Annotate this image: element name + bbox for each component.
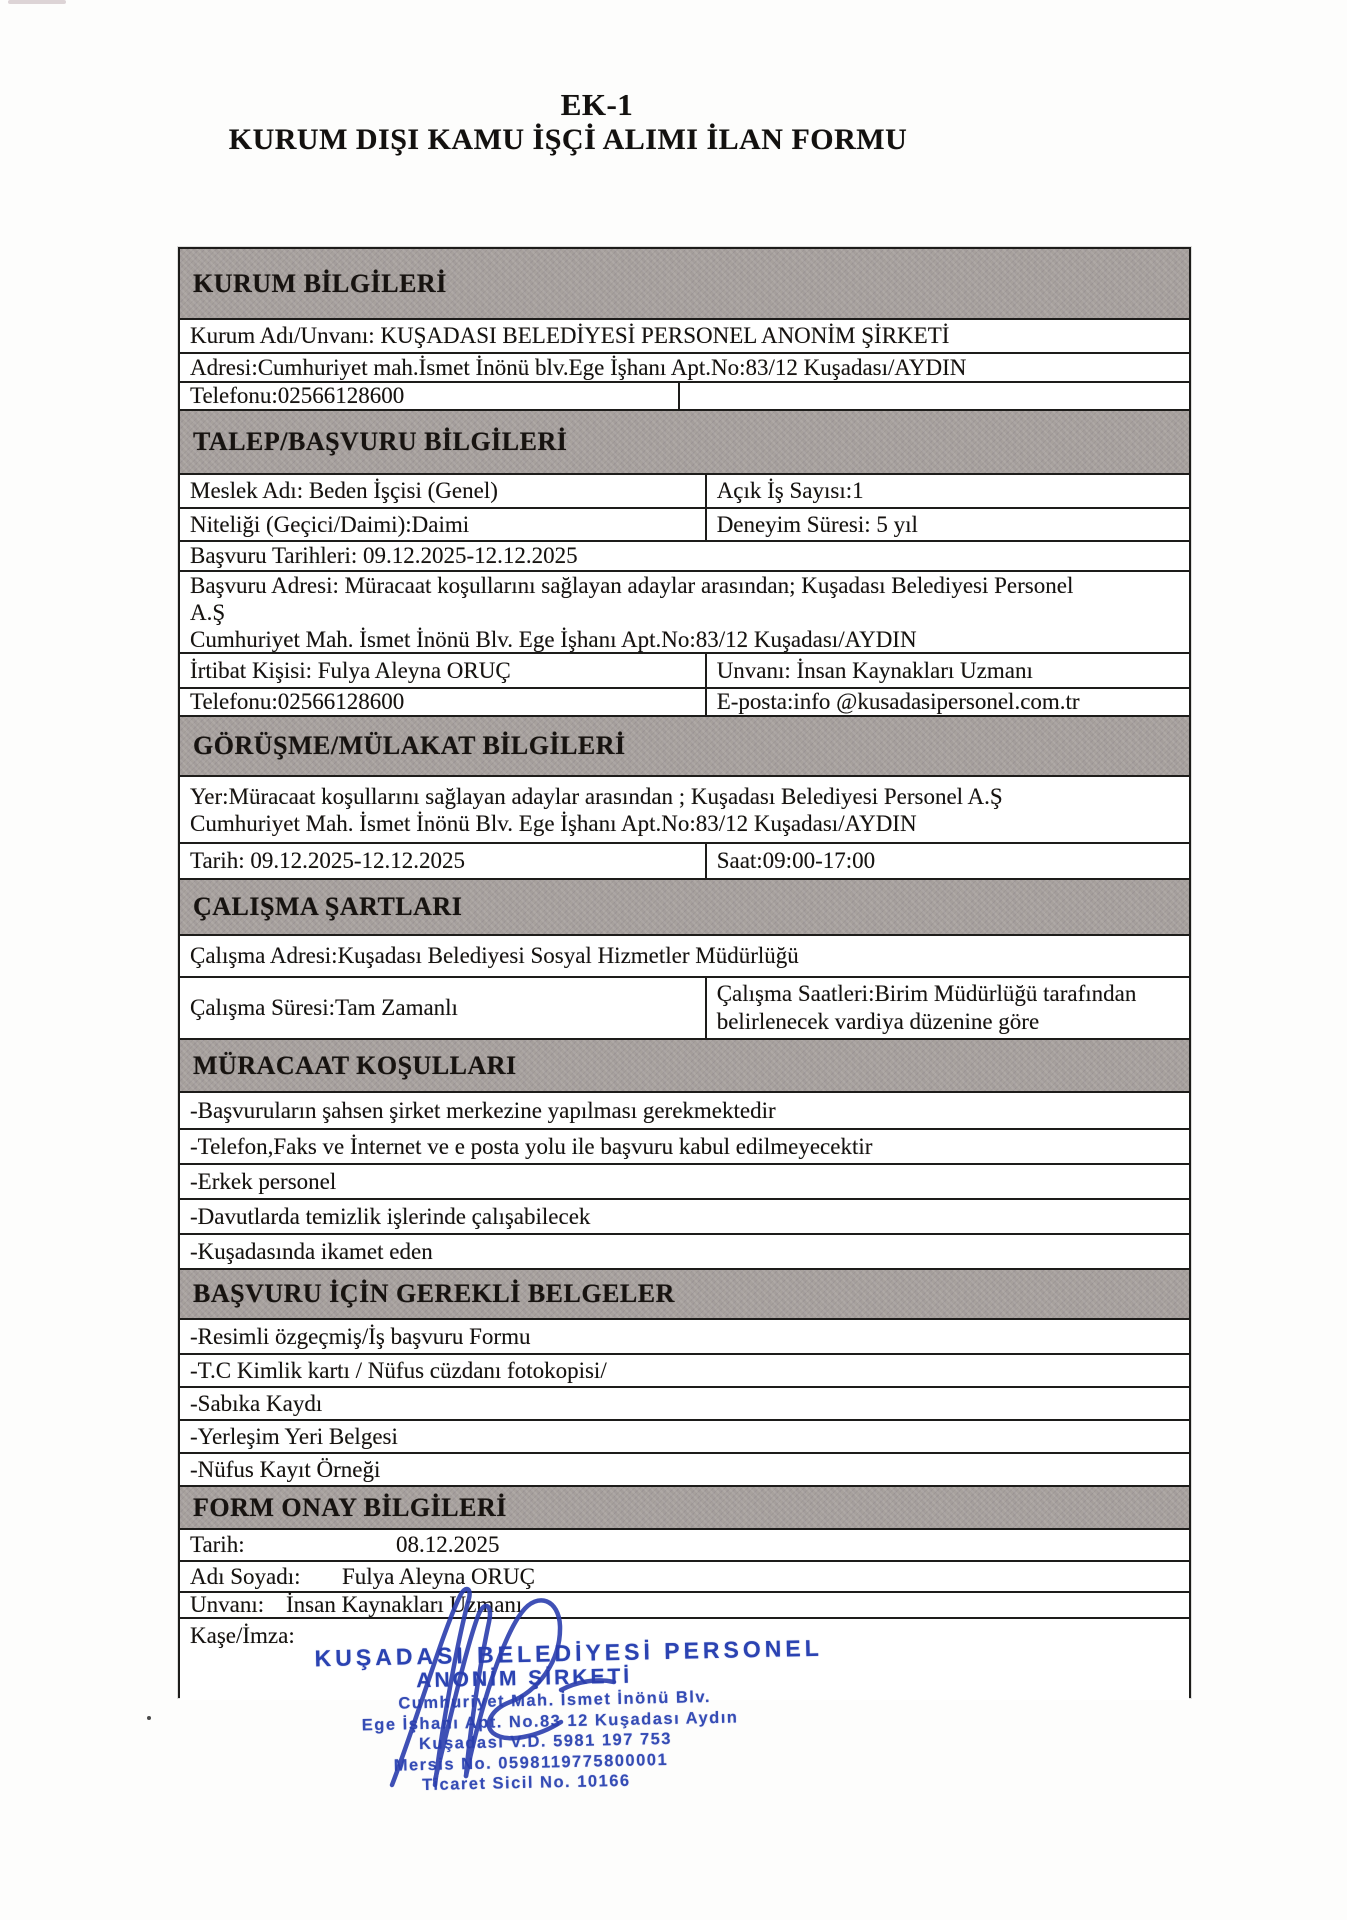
table-row: [180, 777, 1189, 842]
basvuru-adresi-line2: A.Ş: [190, 599, 226, 625]
section-header-muracaat-kosullari: MÜRACAAT KOŞULLARI: [180, 1038, 1189, 1093]
form-title-block: [168, 88, 968, 158]
table-row: [180, 381, 1189, 409]
table-row: [180, 976, 1189, 1038]
irtibat-telefon-value: Telefonu:02566128600: [180, 689, 707, 715]
kurum-unvan-value: Kurum Adı/Unvanı: KUŞADASI BELEDİYESİ PERSONEL ANONİM ŞİRKETİ: [190, 323, 950, 348]
signature-scribble: [362, 1578, 622, 1793]
table-row: [180, 352, 1189, 381]
stamp-address-line1: Cumhuriyet Mah. İsmet İnönü Blv.: [398, 1688, 712, 1713]
table-row: [180, 540, 1189, 570]
muracaat-kosulu: -Telefon,Faks ve İnternet ve e posta yolu ile başvuru kabul edilmeyecektir: [190, 1133, 873, 1159]
scan-dot-artifact: [147, 1716, 151, 1720]
list-item: [180, 1163, 1189, 1198]
kase-imza-label: Kaşe/İmza:: [190, 1623, 295, 1648]
list-item: [180, 1198, 1189, 1233]
page-title: KURUM DIŞI KAMU İŞÇİ ALIMI İLAN FORMU: [228, 123, 908, 156]
muracaat-kosulu: -Erkek personel: [190, 1168, 337, 1194]
list-item: [180, 1093, 1189, 1128]
basvuru-adresi-line1: Başvuru Adresi: Müracaat koşullarını sağlayan adaylar arasından; Kuşadası Belediyesi Personel: [190, 572, 1074, 598]
kurum-adres-value: Adresi:Cumhuriyet mah.İsmet İnönü blv.Ege İşhanı Apt.No:83/12 Kuşadası/AYDIN: [190, 354, 967, 380]
form-code: EK-1: [560, 87, 634, 122]
stamp-tax-line: Kuşadası V.D. 5981 197 753: [418, 1729, 673, 1754]
meslek-adi-value: Meslek Adı: Beden İşçisi (Genel): [180, 475, 707, 507]
empty-cell: [680, 383, 1189, 409]
stamp-company-line2: ANONİM ŞİRKETİ: [416, 1664, 633, 1693]
table-row: [180, 475, 1189, 507]
gerekli-belge: -Resimli özgeçmiş/İş başvuru Formu: [190, 1323, 531, 1349]
onay-unvan-label: Unvanı:: [190, 1592, 265, 1617]
list-item: [180, 1353, 1189, 1386]
gorusme-saat-value: Saat:09:00-17:00: [716, 848, 876, 873]
onay-unvan-value: İnsan Kaynakları Uzmanı: [286, 1592, 523, 1617]
table-row: [180, 652, 1189, 687]
stamp-sicil-line: Ticaret Sicil No. 10166: [421, 1771, 631, 1795]
acik-is-sayisi-value: Açık İş Sayısı:1: [716, 478, 864, 503]
table-row: [180, 1591, 1189, 1617]
section-header-kurum-bilgileri: KURUM BİLGİLERİ: [180, 249, 1189, 320]
onay-ad-value: Fulya Aleyna ORUÇ: [342, 1563, 535, 1589]
gerekli-belge: -Yerleşim Yeri Belgesi: [190, 1423, 398, 1449]
stamp-mersis-line: Mersis No. 0598119775800001: [393, 1750, 669, 1775]
onay-ad-label: Adı Soyadı:: [190, 1563, 301, 1589]
onay-ad-row: [180, 1563, 1189, 1591]
onay-tarih-value: 08.12.2025: [396, 1532, 500, 1557]
table-row: [180, 842, 1189, 878]
table-row: [180, 1530, 1189, 1560]
stamp-address-line2: Ege İşhanı Apt. No.83 12 Kuşadası Aydın: [361, 1707, 739, 1734]
stamp-company-line1: KUŞADASI BELEDİYESİ PERSONEL: [314, 1634, 823, 1672]
muracaat-kosulu: -Kuşadasında ikamet eden: [190, 1238, 433, 1264]
gerekli-belge: -Sabıka Kaydı: [190, 1390, 323, 1416]
table-row: [180, 936, 1189, 976]
onay-unvan-row: [180, 1591, 1189, 1619]
list-item: [180, 1233, 1189, 1268]
nitelik-value: Niteliği (Geçici/Daimi):Daimi: [180, 509, 707, 540]
table-row: [180, 570, 1189, 652]
section-header-talep-basvuru: TALEP/BAŞVURU BİLGİLERİ: [180, 409, 1189, 475]
section-header-gorusme-mulakat: GÖRÜŞME/MÜLAKAT BİLGİLERİ: [180, 715, 1189, 777]
gerekli-belge: -T.C Kimlik kartı / Nüfus cüzdanı fotokopisi/: [190, 1357, 607, 1383]
kurum-telefon-value: Telefonu:02566128600: [180, 383, 680, 409]
gorusme-yer-value: [180, 780, 1013, 840]
onay-tarih-row: [180, 1531, 1189, 1559]
table-row: [180, 687, 1189, 715]
irtibat-kisisi-value: İrtibat Kişisi: Fulya Aleyna ORUÇ: [180, 654, 707, 687]
gerekli-belge: -Nüfus Kayıt Örneği: [190, 1456, 381, 1482]
basvuru-tarihleri-value: Başvuru Tarihleri: 09.12.2025-12.12.2025: [190, 543, 578, 568]
onay-tarih-label: Tarih:: [190, 1532, 245, 1557]
list-item: [180, 1419, 1189, 1452]
muracaat-kosulu: -Davutlarda temizlik işlerinde çalışabilecek: [190, 1203, 591, 1229]
calisma-saatleri-value: Çalışma Saatleri:Birim Müdürlüğü tarafından belirlenecek vardiya düzenine göre: [716, 981, 1137, 1034]
scan-smudge-artifact: [8, 0, 66, 4]
muracaat-kosulu: -Başvuruların şahsen şirket merkezine yapılması gerekmektedir: [190, 1097, 776, 1123]
list-item: [180, 1452, 1189, 1485]
calisma-suresi-value: Çalışma Süresi:Tam Zamanlı: [180, 978, 707, 1038]
gorusme-tarih-value: Tarih: 09.12.2025-12.12.2025: [180, 844, 707, 878]
list-item: [180, 1320, 1189, 1353]
basvuru-adresi-line3: Cumhuriyet Mah. İsmet İnönü Blv. Ege İşhanı Apt.No:83/12 Kuşadası/AYDIN: [190, 626, 917, 652]
table-row: [180, 320, 1189, 352]
list-item: [180, 1128, 1189, 1163]
section-header-form-onay: FORM ONAY BİLGİLERİ: [180, 1485, 1189, 1530]
eposta-value: E-posta:info @kusadasipersonel.com.tr: [716, 689, 1080, 714]
table-row: [180, 507, 1189, 540]
irtibat-unvan-value: Unvanı: İnsan Kaynakları Uzmanı: [716, 657, 1033, 683]
table-row: [180, 1560, 1189, 1591]
list-item: [180, 1386, 1189, 1419]
document-table: [178, 247, 1191, 1698]
deneyim-suresi-value: Deneyim Süresi: 5 yıl: [716, 511, 918, 537]
gorusme-yer-line2: Cumhuriyet Mah. İsmet İnönü Blv. Ege İşhanı Apt.No:83/12 Kuşadası/AYDIN: [190, 810, 917, 836]
section-header-gerekli-belgeler: BAŞVURU İÇİN GEREKLİ BELGELER: [180, 1268, 1189, 1320]
calisma-adresi-value: Çalışma Adresi:Kuşadası Belediyesi Sosyal Hizmetler Müdürlüğü: [190, 943, 799, 968]
section-header-calisma-sartlari: ÇALIŞMA ŞARTLARI: [180, 878, 1189, 936]
gorusme-yer-line1: Yer:Müracaat koşullarını sağlayan adaylar arasından ; Kuşadası Belediyesi Personel A.Ş: [190, 783, 1003, 809]
basvuru-adresi-value: [180, 569, 1083, 656]
